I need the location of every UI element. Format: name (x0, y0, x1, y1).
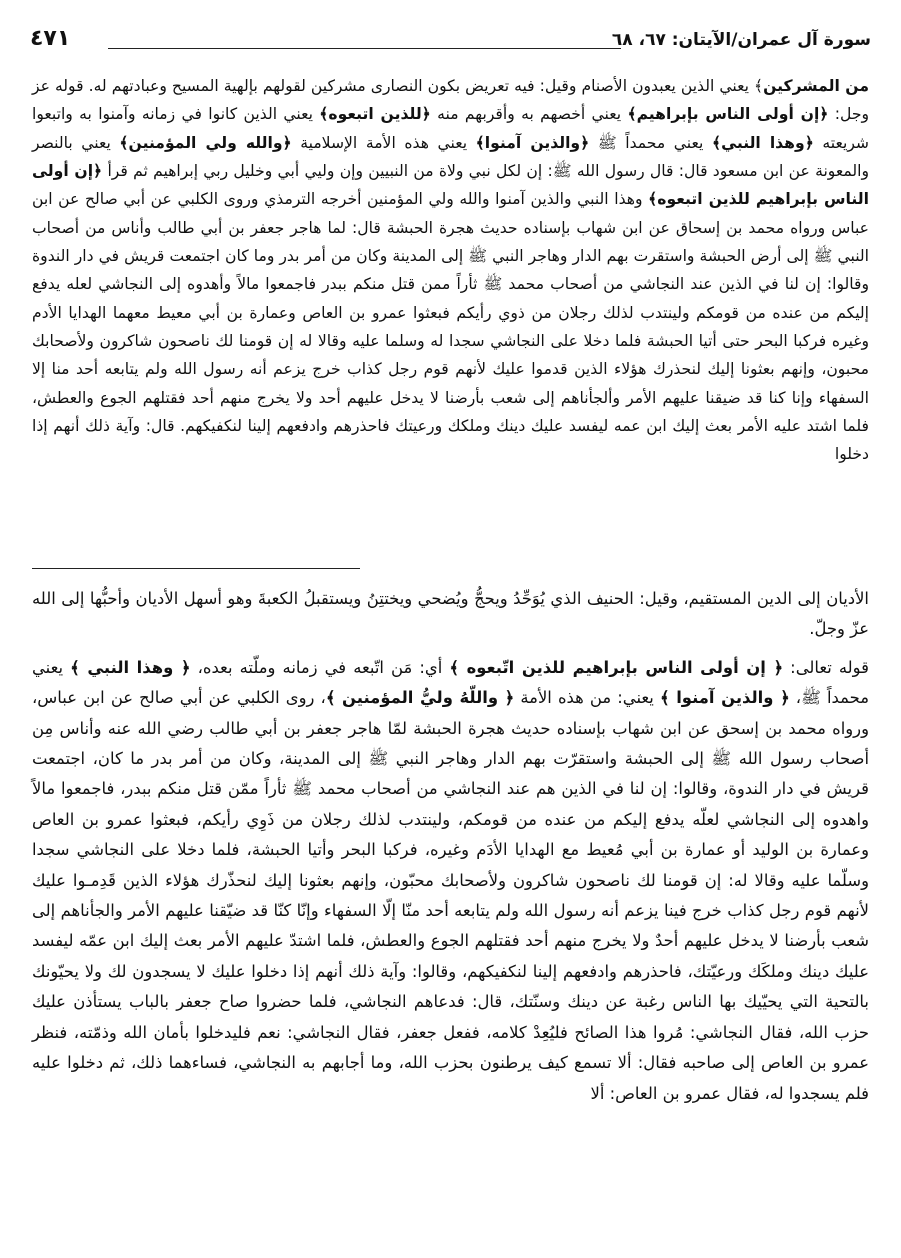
footnote-section (32, 584, 869, 1109)
running-title: سورة آل عمران/الآيتان: ٦٧، ٦٨ (611, 30, 871, 50)
page-number: ٤٧١ (30, 26, 71, 51)
quran-phrase: ﴿إن أولى الناس بإبراهيم﴾ (627, 105, 829, 124)
footnote-text: يعني محمداً ﷺ، (32, 657, 869, 708)
page-header (30, 28, 871, 64)
header-rule (108, 48, 621, 49)
footnote-paragraph (32, 653, 869, 1109)
quran-phrase: ﴿ إن أولى الناس بإبراهيم للذين اتّبعوه ﴾ (449, 657, 784, 677)
footnote-divider (32, 568, 360, 569)
quran-phrase: ﴿والله ولي المؤمنين﴾ (119, 133, 292, 152)
footnote-text: أي: مَن اتّبعه في زمانه وملّته بعده، (190, 657, 450, 677)
footnote-text: ، روى الكلبي عن أبي صالح عن ابن عباس، ورواه محمد بن إسحق عن ابن شهاب بإسناده حديث هجرة الحبشة لمّا هاجر جعفر بن أبي طالب رضي الله عنه وأناس مِن أصحاب رسول الله ﷺ إلى الحبشة واستقرّت بهم الدار وهاجر النبي ﷺ إلى المدينة، وكان من أمر بدر ما كان، اجتمعت قريش في دار الندوة، وقالوا: إن لنا في الذين هم عند النجاشي من أصحاب محمد ﷺ ثأراً ممّن قتل منكم ببدر، فاجمعوا مالاً واهدوه إلى النجاشي لعلّه يدفع إليكم من عنده من قومكم، ولينتدب لذلك رجلان من ذَوِي رأيكم، فبعثوا عمرو بن العاص وعمارة بن الوليد أو عمارة بن أبي مُعيط مع الهدايا الأدَم وغيره، فركبا البحر وأتيا الحبشة، فلما دخلا على النجاشي سجدا وسلّما عليه وقالا له: إن قومنا لك ناصحون شاكرون ولأصحابك محبّون، وإنهم بعثونا إليك لنحذّرك هؤلاء الذين قَدِمـوا عليك لأنهم قوم رجل كذاب خرج فينا يزعم أنه رسول الله ولم يتابعه أحد منّا إلّا السفهاء وإنّا كنّا قد ضيّقنا عليهم الأمر والجأناهم إلى شعب بأرضنا لا يدخل عليهم أحدٌ ولا يخرج منهم أحد فقتلهم الجوع والعطش، فلما اشتدّ عليهم الأمر بعث إليك ابن عمّه ليفسد عليك دينك وملكَك ورعيّتك، فاحذرهم وادفعهم إلينا لنكفيكهم، وقالوا: وآية ذلك أنهم إذا دخلوا عليك لا يسجدون لك ولا يحيّونك بالتحية التي يحيّيك بها الناس رغبة عن دينك وسنّتك، قال: فدعاهم النجاشي، فلما حضروا صاح جعفر بالباب يستأذن عليك حزب الله، فقال النجاشي: مُروا هذا الصائح فليُعِدْ كلامه، ففعل جعفر، فقال النجاشي: نعم فليدخلوا بأمان الله وذمّته، فنظر عمرو بن العاص إلى صاحبه فقال: ألا تسمع كيف يرطنون بحزب الله، وما أجابهم به النجاشي، فساءهما ذلك، ثم دخلوا عليه فلم يسجدوا له، فقال عمرو بن العاص: ألا (32, 688, 869, 1103)
main-commentary (32, 72, 869, 469)
footnote-text: يعني: من هذه الأمة (514, 688, 660, 708)
quran-phrase: ﴿ والذين آمنوا ﴾ (659, 688, 790, 708)
commentary-text: يعني محمداً ﷺ (589, 133, 712, 152)
commentary-text: ﴾ يعني الذين يعبدون الأصنام وقيل: فيه تعريض بكون النصارى مشركين لقولهم بإلهية المسيح وعبادتهم له. قوله عز وجل: (32, 77, 869, 124)
quran-phrase: ﴿ وهذا النبي ﴾ (70, 657, 191, 677)
commentary-text: يعني أخصهم به وأقربهم منه (430, 105, 628, 124)
commentary-text: يعني بالنصر والمعونة عن ابن مسعود قال: قال رسول الله ﷺ: إن لكل نبي ولاة من النبيين وإن وليي أبي وخليل ربي إبراهيم ثم قرأ (32, 133, 869, 181)
commentary-text: وهذا النبي والذين آمنوا والله ولي المؤمنين أخرجه الترمذي وروى الكلبي عن أبي صالح عن ابن عباس ورواه محمد بن إسحاق عن ابن شهاب بإسناده حديث هجرة الحبشة قال: لما هاجر جعفر بن أبي طالب وأناس من أصحاب النبي ﷺ إلى أرض الحبشة واستقرت بهم الدار وهاجر النبي ﷺ إلى المدينة وكان من أمر بدر وما كان اجتمعت قريش في دار الندوة وقالوا: إن لنا في الذين عند النجاشي من أصحاب محمد ﷺ ثأراً ممن قتل منكم ببدر فاجمعوا مالاً وأهدوه إلى النجاشي لعله يدفع إليكم من عنده من قومكم ولينتدب لذلك رجلان من ذوي رأيكم فبعثوا عمرو بن العاص وعمارة بن أبي معيط معهما الهدايا الأدم وغيره فركبا البحر حتى أتيا الحبشة فلما دخلا على النجاشي سجدا له وسلما عليه وقالا له إن قومنا لك ناصحون شاكرون ولأصحابك محبون، وإنهم بعثونا إليك لنحذرك هؤلاء الذين قدموا عليك لأنهم قوم رجل كذاب خرج يزعم أنه رسول الله ولم يتابعه أحد منا إلا السفهاء وإنا كنا قد ضيقنا عليهم الأمر وألجأناهم إلى شعب بأرضنا لا يدخل عليهم أحد ولا يخرج منهم أحد فقتلهم الجوع والعطش، فلما اشتد عليه الأمر بعث إليك ابن عمه ليفسد عليك دينك وملكك ورعيتك فاحذرهم وادفعهم إلينا لنكفيكهم. قال: وآية ذلك أنهم إذا دخلوا (32, 190, 869, 464)
quran-phrase: ﴿وهذا النبي﴾ (711, 133, 814, 152)
quran-phrase: من المشركين (763, 77, 869, 95)
quran-phrase: ﴿والذين آمنوا﴾ (475, 133, 590, 152)
footnote-paragraph: الأديان إلى الدين المستقيم، وقيل: الحنيف الذي يُوَحِّدُ ويحجُّ ويُضحي ويختتِنُ ويستقبلُ الكعبةَ وهو أسهل الأديان وأحبُّها إلى الله عزّ وجلّ. (32, 589, 869, 639)
commentary-paragraph (32, 72, 869, 469)
quran-phrase: ﴿للذين اتبعوه﴾ (319, 105, 431, 124)
quran-phrase: ﴿إن أولى الناس بإبراهيم للذين اتبعوه﴾ (32, 162, 869, 209)
commentary-text: يعني الذين كانوا في زمانه وآمنوا به واتبعوا شريعته (32, 105, 870, 152)
quran-phrase: ﴿ واللّهُ وليُّ المؤمنين ﴾ (325, 688, 515, 708)
commentary-text: يعني هذه الأمة الإسلامية (291, 133, 476, 152)
footnote-text: قوله تعالى: (783, 657, 869, 677)
